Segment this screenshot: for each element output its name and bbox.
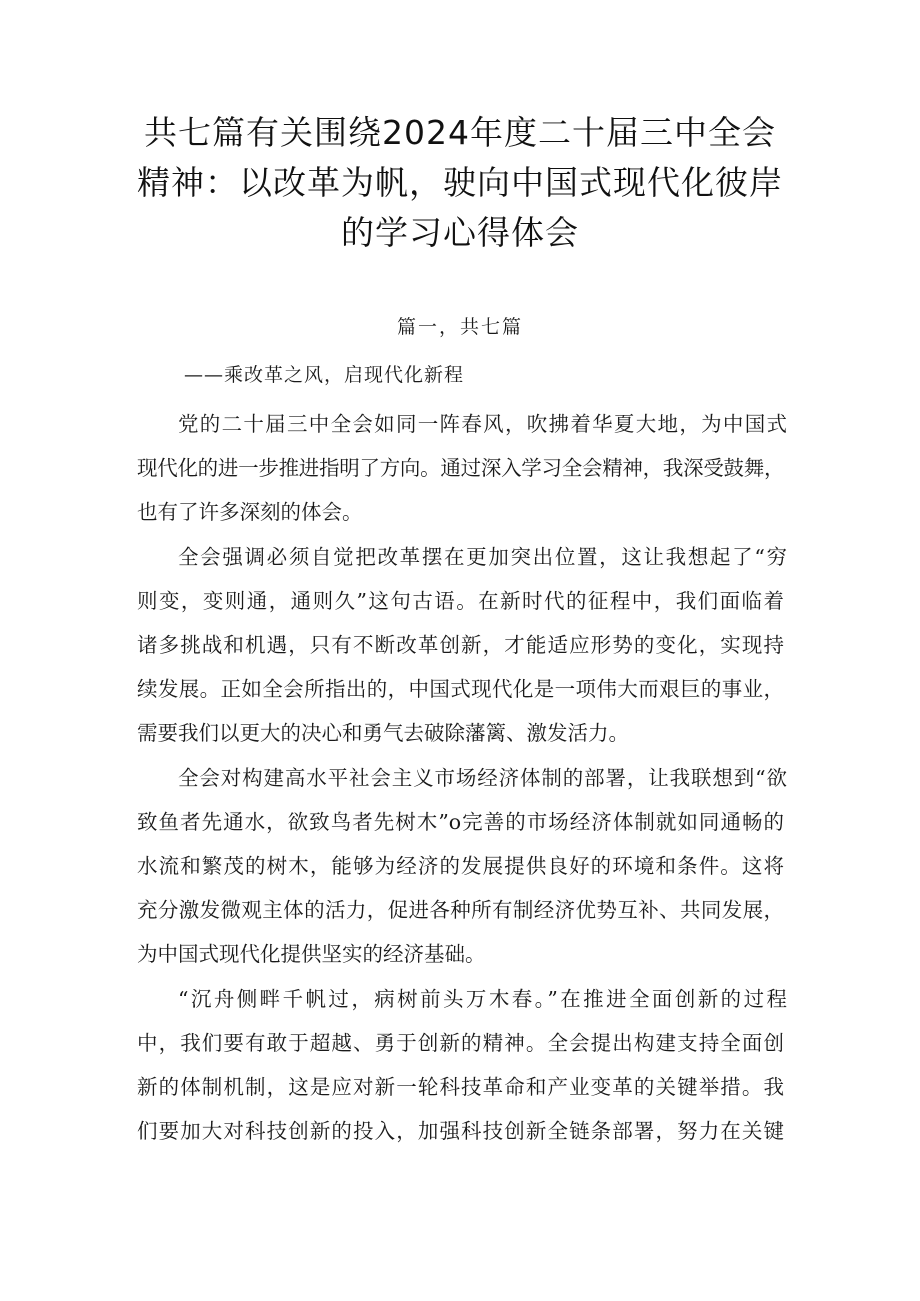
- text-line: 全会强调必须自觉把改革摆在更加突出位置，这让我想起了“穷: [178, 544, 784, 569]
- text-line: 们要加大对科技创新的投入，加强科技创新全链条部署，努力在关键: [137, 1119, 784, 1144]
- title-line: 的学习心得体会: [341, 213, 579, 252]
- text-line: 新的体制机制，这是应对新一轮科技革命和产业变革的关键举措。我: [137, 1075, 784, 1100]
- text-line: 全会对构建高水平社会主义市场经济体制的部署，让我联想到“欲: [178, 765, 784, 790]
- chapter-subtitle: ——乘改革之风，启现代化新程: [184, 364, 465, 386]
- text-line: 则变，变则通，通则久”这句古语。在新时代的征程中，我们面临着: [137, 588, 784, 613]
- text-line: 水流和繁茂的树木，能够为经济的发展提供良好的环境和条件。这将: [137, 854, 784, 879]
- text-line: 诸多挑战和机遇，只有不断改革创新，才能适应形势的变化，实现持: [137, 633, 784, 658]
- text-line: 为中国式现代化提供坚实的经济基础。: [137, 942, 486, 967]
- text-line: 续发展。正如全会所指出的，中国式现代化是一项伟大而艰巨的事业，: [137, 677, 784, 702]
- document-body: [137, 402, 784, 1153]
- text-line: 致鱼者先通水，欲致鸟者先树木”o完善的市场经济体制就如同通畅的: [137, 809, 784, 834]
- text-line: 现代化的进一步推进指明了方向。通过深入学习全会精神，我深受鼓舞，: [137, 456, 784, 481]
- paragraph: [137, 535, 784, 756]
- title-line: 精神：以改革为帆，驶向中国式现代化彼岸: [137, 163, 783, 202]
- text-line: 党的二十届三中全会如同一阵春风，吹拂着华夏大地，为中国式: [178, 412, 784, 436]
- chapter-heading: 篇一，共七篇: [396, 316, 523, 338]
- text-line: 需要我们以更大的决心和勇气去破除藩篱、激发活力。: [137, 721, 629, 746]
- paragraph: [137, 977, 784, 1154]
- text-line: 充分激发微观主体的活力，促进各种所有制经济优势互补、共同发展，: [137, 898, 784, 923]
- document-title: [100, 108, 820, 258]
- text-line: 也有了许多深刻的体会。: [137, 500, 363, 525]
- text-line: “沉舟侧畔千帆过，病树前头万木春。”在推进全面创新的过程: [178, 986, 784, 1011]
- title-line: 共七篇有关围绕2024年度二十届三中全会: [144, 113, 776, 152]
- paragraph: [137, 402, 784, 535]
- text-line: 中，我们要有敢于超越、勇于创新的精神。全会提出构建支持全面创: [137, 1030, 784, 1055]
- paragraph: [137, 756, 784, 977]
